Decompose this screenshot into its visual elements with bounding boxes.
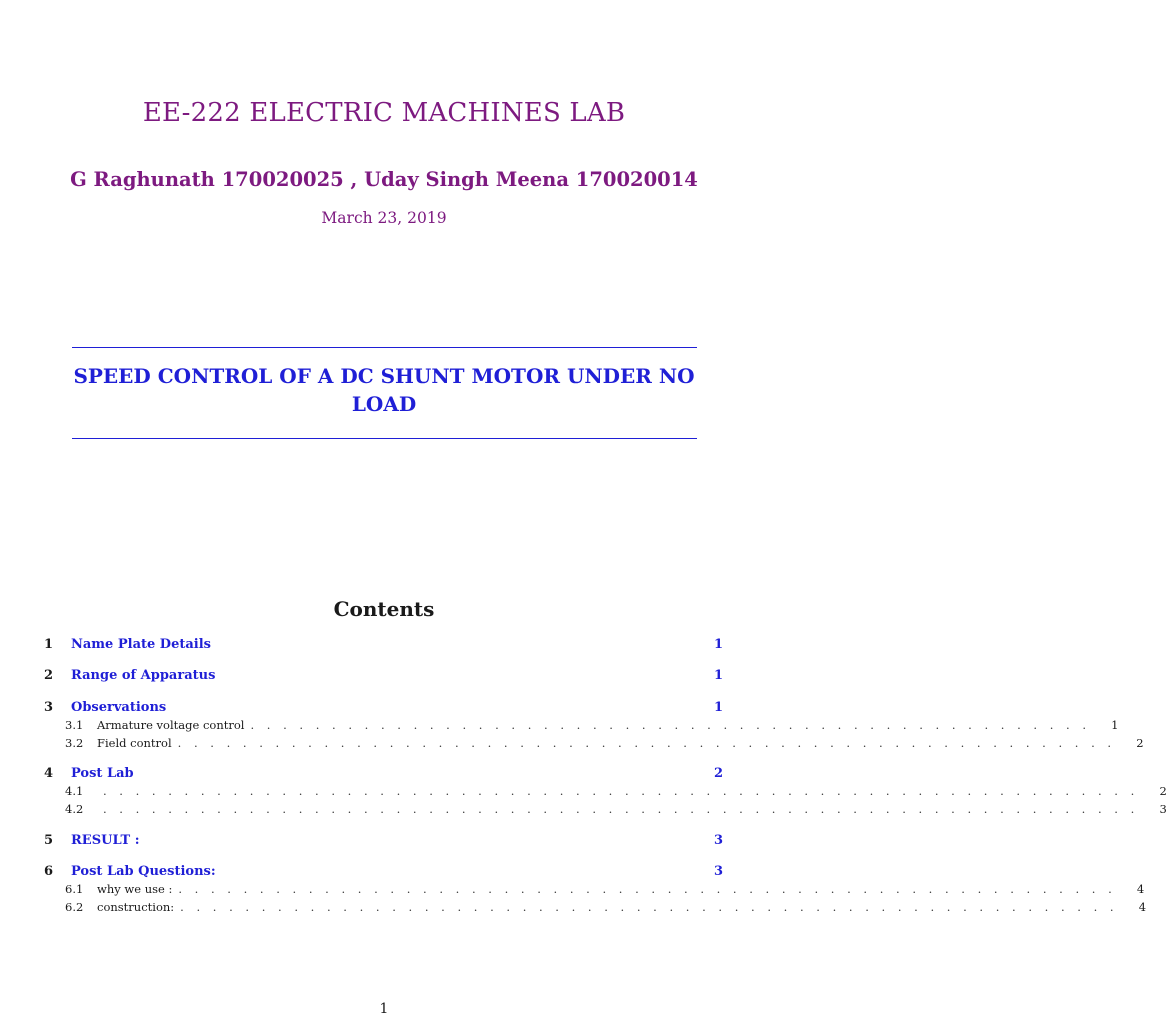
toc-subsection-page[interactable]: 3 (1159, 802, 1167, 816)
toc-section-number: 3 (44, 700, 54, 715)
toc-subsection-title[interactable]: construction: (97, 900, 175, 914)
toc-section-page[interactable]: 3 (713, 864, 723, 879)
toc-subsection-number: 4.2 (65, 802, 84, 816)
page-number: 1 (379, 1001, 389, 1017)
toc-dot-leader: . . . . . . . . . . . . . . . . . . . . . . . . . . . . . . . . . . . . . . . . . . . . . . . . . . . . . . . . . . (178, 882, 1117, 896)
toc-subsection[interactable] (65, 802, 1167, 818)
toc-section[interactable] (44, 766, 723, 784)
toc-subsection[interactable] (65, 718, 1119, 734)
toc-dot-leader: . . . . . . . . . . . . . . . . . . . . . . . . . . . . . . . . . . . . . . . . . . . . . . . . . . . . (250, 718, 1091, 732)
toc-section[interactable] (44, 833, 723, 851)
toc-subsection-page[interactable]: 1 (1111, 718, 1119, 732)
toc-subsection-title[interactable]: Field control (97, 736, 172, 750)
toc-dot-leader: . . . . . . . . . . . . . . . . . . . . . . . . . . . . . . . . . . . . . . . . . . . . . . . . . . . . . . . . . . (177, 736, 1116, 750)
toc-subsection[interactable] (65, 900, 1147, 916)
toc-subsection-page[interactable]: 4 (1138, 900, 1147, 914)
toc-subsection-page[interactable]: 2 (1136, 736, 1144, 750)
toc-subsection-number: 4.1 (65, 784, 84, 798)
toc-section-link[interactable]: Range of Apparatus (71, 668, 216, 683)
toc-subsection[interactable] (65, 736, 1144, 752)
toc-section[interactable] (44, 668, 723, 686)
toc-section-link[interactable]: Post Lab (71, 766, 134, 781)
title-rule-bottom (72, 438, 697, 439)
toc-section-number: 2 (44, 668, 54, 683)
experiment-title: SPEED CONTROL OF A DC SHUNT MOTOR UNDER NO LOAD (73, 364, 695, 416)
toc-subsection[interactable] (65, 882, 1145, 898)
title-rule-top (72, 347, 697, 348)
authors: G Raghunath 170020025 , Uday Singh Meena 170020014 (70, 168, 698, 191)
toc-subsection-number: 3.1 (65, 718, 84, 732)
toc-section-page[interactable]: 1 (713, 668, 723, 683)
toc-section-link[interactable]: RESULT : (71, 833, 140, 848)
toc-section[interactable] (44, 864, 723, 882)
toc-section-number: 4 (44, 766, 54, 781)
toc-dot-leader: . . . . . . . . . . . . . . . . . . . . . . . . . . . . . . . . . . . . . . . . . . . . . . . . . . . . . . . . . . . . . . . . (103, 802, 1139, 816)
toc-section-link[interactable]: Post Lab Questions: (71, 864, 216, 879)
date: March 23, 2019 (321, 209, 447, 227)
document-title: EE-222 ELECTRIC MACHINES LAB (142, 98, 626, 128)
toc-section-link[interactable]: Observations (71, 700, 167, 715)
toc-section[interactable] (44, 637, 723, 655)
toc-dot-leader: . . . . . . . . . . . . . . . . . . . . . . . . . . . . . . . . . . . . . . . . . . . . . . . . . . . . . . . . . . (180, 900, 1119, 914)
toc-section-number: 6 (44, 864, 54, 879)
contents-heading: Contents (333, 597, 435, 621)
toc-subsection-page[interactable]: 2 (1159, 784, 1167, 798)
toc-subsection-number: 3.2 (65, 736, 84, 750)
toc-section[interactable] (44, 700, 723, 718)
toc-subsection-number: 6.2 (65, 900, 84, 914)
toc-subsection[interactable] (65, 784, 1167, 800)
toc-subsection-page[interactable]: 4 (1136, 882, 1145, 896)
toc-section-number: 5 (44, 833, 54, 848)
toc-section-page[interactable]: 1 (713, 637, 723, 652)
toc-dot-leader: . . . . . . . . . . . . . . . . . . . . . . . . . . . . . . . . . . . . . . . . . . . . . . . . . . . . . . . . . . . . . . . . (103, 784, 1139, 798)
toc-section-number: 1 (44, 637, 54, 652)
toc-subsection-title[interactable]: Armature voltage control (97, 718, 245, 732)
toc-subsection-number: 6.1 (65, 882, 84, 896)
toc-section-link[interactable]: Name Plate Details (71, 637, 211, 652)
toc-subsection-title[interactable]: why we use : (97, 882, 173, 896)
toc-section-page[interactable]: 2 (713, 766, 723, 781)
toc-section-page[interactable]: 3 (713, 833, 723, 848)
toc-section-page[interactable]: 1 (713, 700, 723, 715)
